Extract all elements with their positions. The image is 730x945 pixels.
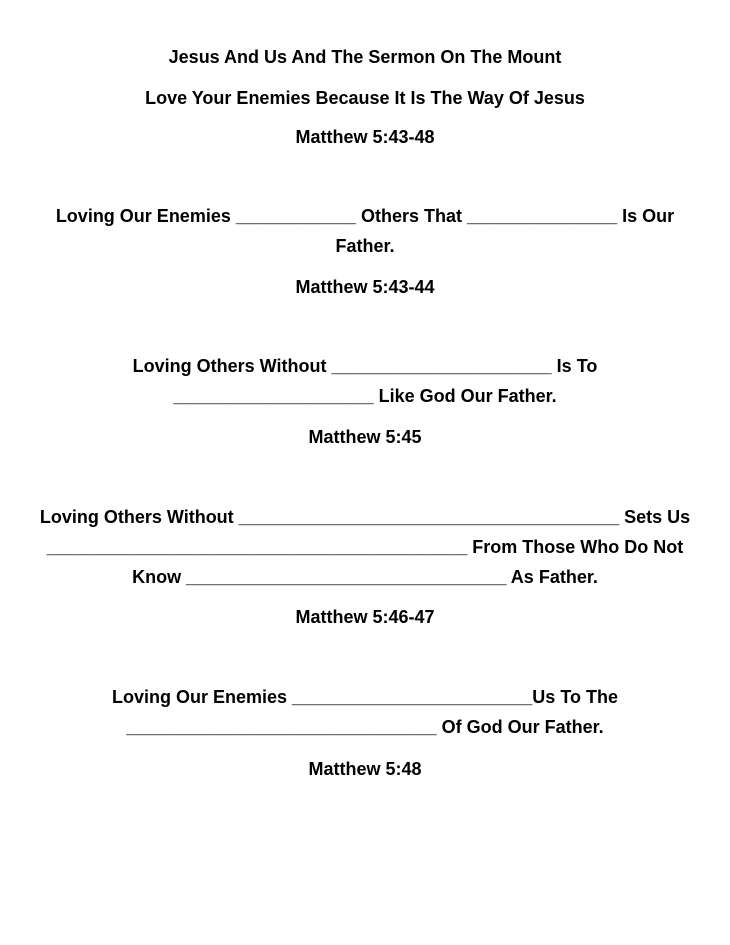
point-2-reference: Matthew 5:45 <box>308 427 422 447</box>
page-subtitle: Love Your Enemies Because It Is The Way Of Jesus <box>145 88 585 108</box>
point-1-text: Loving Our Enemies ____________ Others That _______________ Is Our Father. <box>55 206 675 256</box>
point-2-text: Loving Others Without ______________________ Is To ____________________ Like God Our Father. <box>132 356 598 406</box>
point-4-reference: Matthew 5:48 <box>308 759 422 779</box>
point-1-reference: Matthew 5:43-44 <box>295 277 435 297</box>
point-3-text: Loving Others Without ______________________________________ Sets Us __________________________________________ From Those Who Do Not Know ________________________________ As Father. <box>39 507 691 587</box>
page-title: Jesus And Us And The Sermon On The Mount <box>168 47 562 67</box>
main-scripture-reference: Matthew 5:43-48 <box>295 127 435 147</box>
point-3-reference: Matthew 5:46-47 <box>295 607 435 627</box>
point-4-text: Loving Our Enemies ________________________Us To The _______________________________ Of God Our Father. <box>112 687 618 737</box>
